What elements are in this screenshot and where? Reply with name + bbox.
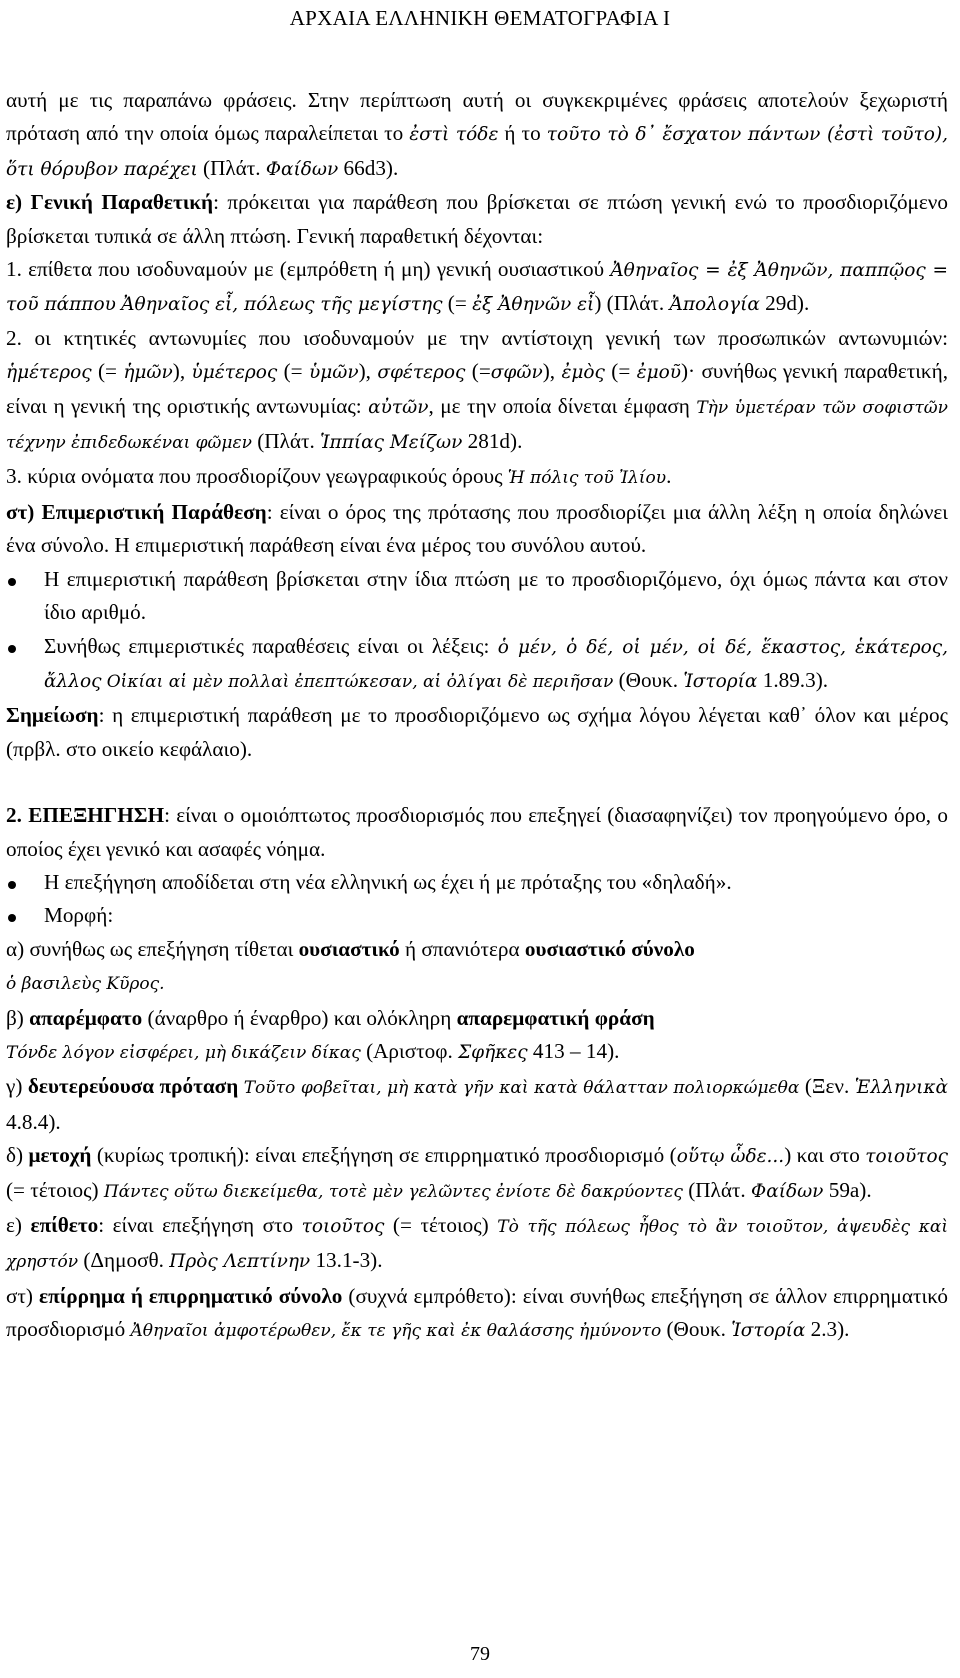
citation-title: Φαίδων: [751, 1180, 824, 1202]
greek-quote: Πάντες οὕτω διεκείμεθα, τοτὲ μὲν γελῶντες ἐνίοτε δὲ δακρύοντες: [103, 1181, 683, 1202]
text: (Θουκ.: [661, 1317, 732, 1342]
page-content: [6, 84, 948, 1349]
greek-quote: Οἰκίαι αἱ μὲν πολλαὶ ἐπεπτώκεσαν, αἱ ὀλίγαι δὲ περιῆσαν: [106, 671, 614, 692]
text: : είναι επεξήγηση στο: [98, 1213, 302, 1237]
text: 2.3).: [805, 1317, 850, 1342]
greek-word: σφέτερος: [377, 362, 466, 384]
text: 29d).: [759, 291, 810, 316]
text: 1.89.3).: [757, 667, 829, 692]
bullet-icon: [8, 645, 16, 653]
greek-quote: ἐστὶ τόδε: [409, 124, 499, 146]
paragraph-form-d: [6, 1139, 948, 1209]
greek-word: οὕτῳ ὧδε...: [676, 1146, 785, 1168]
greek-quote: Τόνδε λόγον εἰσφέρει, μὴ δικάζειν δίκας: [6, 1042, 361, 1063]
paragraph-explanation: [6, 799, 948, 866]
text: αυτή με τις παραπάνω φράσεις. Στην περίπτωση αυτή οι συγκεκριμένες φράσεις αποτελούν ξεχωριστή πρόταση από την οποία όμως παραλείπεται το: [6, 88, 948, 146]
text: .: [666, 464, 672, 489]
note-heading: Σημείωση: [6, 703, 99, 728]
paragraph-partitive-apposition: [6, 496, 948, 563]
greek-quote: ὁ βασιλεὺς Κῦρος.: [6, 974, 165, 995]
greek-word: αὐτῶν: [368, 396, 429, 418]
text: Η επεξήγηση αποδίδεται στη νέα ελληνική ως έχει ή με πρόταξης του «δηλαδή».: [44, 869, 732, 894]
text: (=: [442, 291, 473, 316]
text: ή το: [498, 121, 547, 146]
paragraph-form-b: [6, 1002, 948, 1071]
greek-word: ὑμέτερος: [191, 362, 278, 384]
text: ),: [542, 359, 562, 384]
paragraph-form-c: [6, 1070, 948, 1139]
bold-term: επίθετο: [30, 1213, 99, 1237]
bold-term: ουσιαστικό σύνολο: [524, 936, 695, 961]
text: 59a).: [823, 1177, 872, 1202]
paragraph-form-a: [6, 933, 948, 1002]
text: Μορφή:: [44, 903, 114, 928]
text: (Ξεν.: [799, 1074, 855, 1099]
section-heading: 2. ΕΠΕΞΗΓΗΣΗ: [6, 803, 165, 828]
page-header: ΑΡΧΑΙΑ ΕΛΛΗΝΙΚΗ ΘΕΜΑΤΟΓΡΑΦΙΑ Ι: [289, 6, 671, 30]
text: (Δημοσθ.: [78, 1248, 170, 1273]
section-heading: στ) Επιμεριστική Παράθεση: [6, 499, 267, 524]
text: 281d).: [462, 429, 523, 454]
bullet-item: [6, 899, 948, 932]
bold-term: επίρρημα ή επιρρηματικό σύνολο: [39, 1283, 343, 1308]
greek-word: ἡμῶν: [123, 362, 173, 384]
greek-quote: ἐξ Ἀθηνῶν εἶ: [472, 294, 595, 316]
citation-title: Πρὸς Λεπτίνην: [169, 1251, 311, 1273]
greek-quote: Ἀθηναῖος = ἐξ Ἀθηνῶν, παππῷος = τοῦ πάππου: [6, 260, 948, 316]
text: : η επιμεριστική παράθεση με το προσδιοριζόμενο ως σχήμα λόγου λέγεται καθ᾽ όλον και μέρος (πρβλ. στο οικείο κεφάλαιο).: [6, 703, 948, 761]
greek-quote: Ἡ πόλις τοῦ Ἰλίου: [507, 468, 667, 489]
paragraph-item-1: [6, 253, 948, 322]
text: : πρόκειται για παράθεση που βρίσκεται σε πτώση γενική ενώ το προσδιοριζόμενο βρίσκεται τυπικά σε άλλη πτώση. Γενική παραθετική δέχονται:: [6, 190, 948, 248]
text: (Αριστοφ.: [360, 1038, 459, 1063]
text: 66d3).: [338, 155, 399, 180]
paragraph-item-3: [6, 460, 948, 495]
greek-quote: Ἀθηναῖος εἶ, πόλεως τῆς μεγίστης: [121, 294, 443, 316]
paragraph-form-f: [6, 1280, 948, 1349]
text: : είναι ο όρος της πρότασης που προσδιορίζει μια άλλη λέξη η οποία δηλώνει ένα σύνολο. Η επιμεριστική παράθεση είναι ένα μέρος του συνόλου αυτού.: [6, 499, 948, 558]
citation-title: Ἑλληνικὰ: [854, 1077, 948, 1099]
citation-title: Ἱστορία: [731, 1320, 806, 1342]
bullet-icon: [8, 881, 16, 889]
bold-term: μετοχή: [28, 1143, 92, 1168]
text: : είναι ο ομοιόπτωτος προσδιορισμός που επεξηγεί (διασαφηνίζει) τον προηγούμενο όρο, ο οποίος έχει γενικό και ασαφές νόημα.: [6, 803, 948, 861]
greek-quote: ὁ μέν, ὁ δέ, οἱ μέν, οἱ δέ, ἕκαστος, ἑκάτερος, ἄλλος: [44, 636, 948, 692]
text: Συνήθως επιμεριστικές παραθέσεις είναι οι λέξεις:: [44, 633, 498, 658]
bold-term: δευτερεύουσα πρόταση: [27, 1074, 239, 1099]
text: (κυρίως τροπική): είναι επεξήγηση σε επιρρηματικό προσδιορισμό (: [91, 1143, 677, 1168]
text: 1. επίθετα που ισοδυναμούν με (εμπρόθετη ή μη) γενική ουσιαστικού: [6, 257, 611, 282]
text: Η επιμεριστική παράθεση βρίσκεται στην ίδια πτώση με το προσδιοριζόμενο, όχι όμως πάντα και στον ίδιο αριθμό.: [44, 566, 948, 625]
greek-word: τοιοῦτος: [301, 1216, 385, 1237]
spacer: [6, 766, 948, 799]
citation-title: Φαίδων: [265, 158, 339, 180]
text: 13.1-3).: [310, 1248, 383, 1273]
citation-title: Ἱππίας Μείζων: [320, 432, 463, 454]
text: ε): [6, 1213, 31, 1237]
text: 2. οι κτητικές αντωνυμίες που ισοδυναμούν με την αντίστοιχη γενική των προσωπικών αντωνυμιών:: [6, 325, 948, 350]
bullet-item: [6, 563, 948, 630]
text: (= τέτοιος): [384, 1213, 498, 1237]
citation-title: Ἀπολογία: [669, 294, 760, 316]
citation-title: Ἱστορία: [683, 670, 758, 692]
greek-word: ἐμοῦ: [636, 362, 681, 384]
text: (Πλάτ.: [251, 429, 321, 454]
greek-quote: τοῦτο τὸ δ᾽ ἔσχατον πάντων (ἐστὶ τοῦτο), ὅτι θόρυβον παρέχει: [6, 124, 948, 180]
text: β): [6, 1005, 30, 1030]
greek-word: ὑμῶν: [309, 362, 359, 384]
bold-term: απαρεμφατική φράση: [456, 1005, 655, 1030]
greek-word: σφῶν: [490, 362, 543, 384]
greek-quote: Ἀθηναῖοι ἀμφοτέρωθεν, ἔκ τε γῆς καὶ ἐκ θαλάσσης ἠμύνοντο: [130, 1321, 662, 1342]
bullet-icon: [8, 578, 16, 586]
text: (=: [465, 359, 491, 384]
text: ) (Πλάτ.: [594, 291, 670, 316]
text: ή σπανιότερα: [399, 936, 525, 961]
greek-quote: Τὴν ὑμετέραν τῶν σοφιστῶν τέχνην ἐπιδεδωκέναι φῶμεν: [6, 397, 948, 454]
bullet-item: [6, 630, 948, 700]
text: (=: [277, 359, 309, 384]
bold-term: ουσιαστικό: [298, 936, 400, 961]
text: α) συνήθως ως επεξήγηση τίθεται: [6, 936, 299, 961]
bullet-item: [6, 866, 948, 899]
greek-quote: Τοῦτο φοβεῖται, μὴ κατὰ γῆν καὶ κατὰ θάλατταν πολιορκώμεθα: [243, 1078, 800, 1099]
paragraph-form-e: [6, 1209, 948, 1280]
greek-word: ἡμέτερος: [6, 362, 92, 384]
text: (= τέτοιος): [6, 1177, 104, 1202]
text: δ): [6, 1143, 29, 1168]
text: ) και στο: [784, 1143, 866, 1168]
text: στ): [6, 1283, 40, 1308]
section-heading: ε) Γενική Παραθετική: [6, 190, 214, 215]
greek-quote: Τὸ τῆς πόλεως ἦθος τὸ ἂν τοιοῦτον, ἀψευδὲς καὶ χρηστόν: [6, 1217, 949, 1273]
text: ),: [172, 359, 192, 384]
text: )· συνήθως γενική παραθετική, είναι η γενική της οριστικής αντωνυμίας:: [6, 359, 948, 418]
text: 4.8.4).: [6, 1109, 61, 1134]
text: (Θουκ.: [613, 667, 684, 692]
text: ),: [358, 359, 378, 384]
paragraph-note: [6, 699, 948, 766]
text: 3. κύρια ονόματα που προσδιορίζουν γεωγραφικούς όρους: [6, 464, 508, 489]
bold-term: απαρέμφατο: [29, 1005, 143, 1030]
text: (άναρθρο ή έναρθρο) και ολόκληρη: [142, 1005, 457, 1030]
paragraph-genitive-apposition: [6, 186, 948, 253]
paragraph-item-2: [6, 322, 948, 461]
greek-word: τοιοῦτος: [865, 1146, 948, 1168]
page-number: 79: [470, 1643, 490, 1665]
text: (Πλάτ.: [197, 155, 266, 180]
text: (=: [604, 359, 637, 384]
text: , με την οποία δίνεται έμφαση: [428, 393, 697, 418]
bullet-icon: [8, 914, 16, 922]
paragraph-continuation: [6, 84, 948, 186]
text: (=: [91, 359, 124, 384]
text: 413 – 14).: [527, 1038, 620, 1063]
citation-title: Σφῆκες: [458, 1041, 528, 1063]
text: (συχνά εμπρόθετο): είναι συνήθως επεξήγηση σε άλλον επιρρηματικό προσδιορισμό: [6, 1283, 949, 1342]
greek-word: ἐμὸς: [561, 362, 605, 384]
text: γ): [6, 1074, 28, 1099]
text: (Πλάτ.: [682, 1177, 752, 1202]
